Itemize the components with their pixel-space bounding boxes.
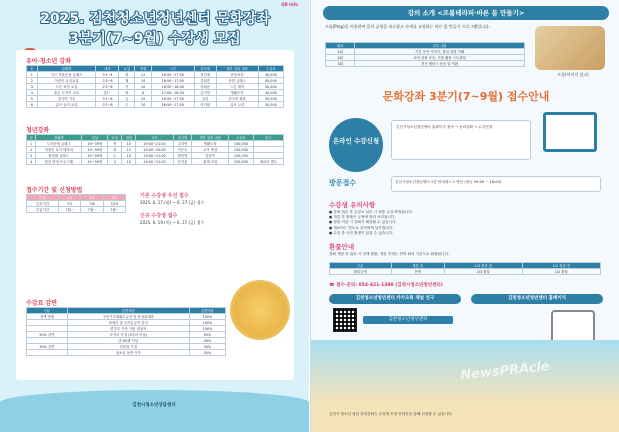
notice-new-title: 신규 수강생 접수 — [140, 213, 178, 219]
youth-cell: 2 — [27, 78, 38, 84]
youth-cell: 16:50~17:50 — [151, 96, 194, 102]
adult-cell: 재료비 별도 — [253, 159, 283, 165]
adult-cell: 관계 코칭 — [192, 159, 228, 165]
adult-cell: 금 — [108, 159, 122, 165]
contact-text: ☎ 접수·문의: 054-421-1388 (김천시청소년청년센터) — [329, 283, 443, 288]
prop-table — [325, 42, 525, 67]
youth-cell: 중국어 기초 — [37, 96, 96, 102]
intro-text: 프롭(Prop)을 이용하여 몸의 균형을 바로잡고 자세를 교정하는 바른 몸 만들기 프로그램입니다. — [325, 24, 491, 29]
youth-cell: 17:00~18:30 — [151, 90, 194, 96]
adult-cell: 19~39세 — [82, 159, 108, 165]
youth-cell: 초3~6 — [96, 78, 119, 84]
schedule-row — [27, 207, 126, 213]
benefit-table — [26, 307, 226, 356]
youth-cell: 8 — [135, 90, 151, 96]
youth-cell: 10 — [135, 78, 151, 84]
benefit-cell: 다자녀 가정 (3자녀 이상) — [67, 332, 189, 338]
youth-cell: 초1~6 — [96, 96, 119, 102]
adult-cell: 문지윤 — [173, 159, 192, 165]
adult-header-cell: 강좌명 — [36, 135, 82, 141]
apply-title: 문화강좌 3분기(7~9월) 접수안내 — [382, 90, 550, 103]
adult-cell: 19:00~21:00 — [136, 141, 173, 147]
prop-cell: 코어 강화 운동, 프롭 활용 스트레칭 — [355, 55, 525, 61]
youth-cell: 16:50~17:50 — [151, 78, 194, 84]
refund-cell: 2/3 환불 — [444, 269, 522, 275]
benefit-cell — [27, 350, 68, 356]
benefit-header-cell: 감면대상 — [67, 308, 189, 314]
youth-cell: 중1~ — [96, 90, 119, 96]
refund-header-cell: 구분 — [330, 263, 392, 269]
refund-header-cell: 1/3 경과 전 — [444, 263, 522, 269]
youth-cell: 큐브 교실 — [216, 102, 258, 108]
adult-header-cell: 시간 — [136, 135, 173, 141]
adult-header-cell: 세부 강의 내용 — [192, 135, 228, 141]
benefit-header-cell: 감면비율 — [189, 308, 225, 314]
refund-header-cell: 개강 전 — [391, 263, 444, 269]
notice-new — [140, 212, 280, 226]
adult-cell: 19:00~20:00 — [136, 147, 173, 153]
notice-title: 수강생 유의사항 — [329, 201, 376, 209]
youth-cell: 30,000 — [258, 96, 283, 102]
benefit-cell: 50% 감면 — [27, 332, 68, 338]
page-title: 2025. 김천청소년청년센터 문화강좌 — [40, 11, 270, 27]
benefit-cell: 30% 감면 — [27, 344, 68, 350]
adult-cell: 생활도자 — [192, 141, 228, 147]
prop-caption: 프롭(이미지 참고) — [557, 72, 589, 77]
notice-existing-date: 2025. 6. 17.(화) ~ 6. 27.(금) 접수 — [140, 200, 205, 205]
youth-cell: 30,000 — [258, 72, 283, 78]
youth-cell: 16:50~18:00 — [151, 84, 194, 90]
prop-header-cell: 회차 — [326, 43, 355, 49]
youth-header-cell: 시간 — [151, 66, 194, 72]
benefit-cell: 장애인 및 국가유공자 본인 — [67, 320, 189, 326]
youth-cell: 키즈 자율운동 클래스 — [37, 72, 96, 78]
channel-label: 김천청소년청년센터 — [363, 316, 453, 324]
youth-cell: 초1~4 — [96, 72, 119, 78]
notice-item: ● 개강 후 환불은 규정에 따라 처리됩니다. — [329, 215, 396, 220]
adult-section-title: 청년강좌 — [26, 127, 50, 134]
adult-cell: 19:00~21:00 — [136, 159, 173, 165]
schedule-cell: 7/8 — [81, 201, 103, 207]
adult-cell: 4 — [27, 159, 36, 165]
adult-cell: 19~39세 — [82, 153, 108, 159]
kakao-channel-button[interactable]: 김천청소년청년센터 카카오톡 채널 친구 — [329, 294, 461, 304]
homepage-button[interactable]: 김천청소년청년센터 홈페이지 — [471, 294, 603, 304]
online-apply-circle: 온라인 수강신청 — [329, 118, 383, 172]
schedule-table — [26, 194, 126, 213]
youth-cell: 수 — [119, 102, 135, 108]
adult-header-cell: 수강료 — [228, 135, 253, 141]
refund-cell: 1/2 환불 — [522, 269, 600, 275]
beach-decoration — [311, 340, 619, 432]
adult-cell: 이은숙 — [173, 147, 192, 153]
benefit-cell: 30% — [189, 344, 225, 350]
youth-header-cell: 강좌명 — [37, 66, 96, 72]
youth-cell: 강태준 — [194, 84, 216, 90]
adult-cell: 19:00~21:00 — [136, 153, 173, 159]
youth-cell: 운동코칭 — [216, 72, 258, 78]
adult-table — [26, 134, 284, 165]
youth-cell: 화 — [119, 90, 135, 96]
youth-cell: 금 — [119, 96, 135, 102]
adult-header-cell: 정원 — [122, 135, 136, 141]
adult-cell: 150,000 — [228, 159, 253, 165]
benefit-cell: 청소년 동반 가족 — [67, 350, 189, 356]
adult-cell: 10 — [122, 153, 136, 159]
adult-cell: 화 — [108, 147, 122, 153]
adult-cell: 19~39세 — [82, 141, 108, 147]
youth-cell: 5 — [27, 96, 38, 102]
schedule-header-cell: 구분 — [27, 195, 59, 201]
badge: QR Info — [281, 2, 298, 7]
youth-cell: 초3~6 — [96, 84, 119, 90]
youth-cell: 초1~6 — [96, 102, 119, 108]
prop-cell: 3회 — [326, 61, 355, 67]
adult-header-cell: 대상 — [82, 135, 108, 141]
youth-cell: 10 — [135, 84, 151, 90]
notice-item: ● 수업 중 사진 촬영이 있을 수 있습니다. — [329, 230, 394, 235]
youth-cell: 드론 코딩 교실 — [37, 84, 96, 90]
youth-cell: 4 — [27, 90, 38, 96]
youth-cell: 드론 제작 — [216, 84, 258, 90]
prop-header-cell: 강의 내용 — [355, 43, 525, 49]
prop-cell: 1회 — [326, 49, 355, 55]
shell-decoration — [230, 280, 290, 340]
adult-cell: 도자공예 클래스 — [36, 141, 82, 147]
kakao-qr-code[interactable] — [333, 308, 357, 332]
computer-icon — [543, 112, 597, 152]
refund-title: 환불안내 — [329, 243, 355, 251]
adult-header-cell: 순 — [27, 135, 36, 141]
youth-cell: 6 — [27, 102, 38, 108]
youth-cell: 1 — [27, 72, 38, 78]
youth-cell: 정건재 — [194, 72, 216, 78]
visit-apply-label: 방문접수 — [329, 179, 357, 187]
adult-cell: 19~39세 — [82, 147, 108, 153]
youth-cell: 12 — [135, 72, 151, 78]
schedule-cell: 7/1 — [58, 201, 80, 207]
youth-header-cell: 정원 — [135, 66, 151, 72]
benefit-cell: 50% — [189, 332, 225, 338]
schedule-header-cell: 3차 — [103, 195, 125, 201]
adult-cell: 150,000 — [228, 153, 253, 159]
youth-table — [26, 65, 284, 108]
prop-cell: 전신 밸런스 운동 및 이완 — [355, 61, 525, 67]
prop-cell: 기본 동작 익히기, 몸의 정렬 이해 — [355, 49, 525, 55]
youth-cell: 30,000 — [258, 90, 283, 96]
schedule-cell: 7월~ — [103, 207, 125, 213]
youth-cell: 김희진 — [194, 78, 216, 84]
youth-header-cell: 수강료 — [258, 66, 283, 72]
refund-cell: 환불금액 — [330, 269, 392, 275]
adult-header-cell: 비고 — [253, 135, 283, 141]
youth-section-title: 유아·청소년 강좌 — [26, 58, 71, 65]
benefit-cell: 만 65세 이상 — [67, 338, 189, 344]
refund-text: 강좌 개강 전 취소 시 전액 환불, 개강 후에는 잔여 회차 기준으로 환불됩니다. — [329, 252, 450, 256]
schedule-cell: 7월~ — [81, 207, 103, 213]
footer-logo: 김천시청소년상담센터 — [132, 403, 176, 408]
schedule-cell: 7/15 — [103, 201, 125, 207]
schedule-cell: 7월~ — [58, 207, 80, 213]
prop-image — [535, 26, 605, 70]
youth-cell: 10 — [135, 102, 151, 108]
adult-header-cell: 강사명 — [173, 135, 192, 141]
benefit-cell: 100% — [189, 314, 225, 320]
youth-cell: 어린이 요리교실 — [37, 78, 96, 84]
youth-header-cell: 순 — [27, 66, 38, 72]
youth-cell: 이지원 — [194, 102, 216, 108]
watermark: NewsPRAcle — [459, 359, 551, 384]
youth-cell: 화 — [119, 72, 135, 78]
youth-cell: 50,000 — [258, 84, 283, 90]
adult-cell: 꽃꽂이 — [192, 153, 228, 159]
adult-cell: 직장인 요가 테라피 — [36, 147, 82, 153]
benefit-header-cell: 구분 — [27, 308, 68, 314]
youth-cell: 유린 — [194, 96, 216, 102]
schedule-cell: 수업기간 — [27, 207, 59, 213]
intro-band-title: 강의 소개 <프롭테라피·바른 몸 만들기> — [323, 6, 609, 20]
youth-header-cell: 세부 강의 내용 — [216, 66, 258, 72]
adult-cell: 150,000 — [228, 141, 253, 147]
benefit-cell: 100% — [189, 320, 225, 326]
visit-apply-card — [391, 176, 601, 192]
benefit-cell: 한부모 가족 지원 대상자 — [67, 326, 189, 332]
adult-cell: 청년 연애 프로그램 — [36, 159, 82, 165]
youth-cell: 목 — [119, 84, 135, 90]
adult-cell: 김지연 — [173, 141, 192, 147]
prop-cell: 2회 — [326, 55, 355, 61]
adult-header-cell: 요일 — [108, 135, 122, 141]
youth-cell: 45,000 — [258, 78, 283, 84]
notice-item: ● 강좌 접수 후 수강료 납부 시 최종 수강 확정됩니다. — [329, 210, 413, 214]
benefit-cell: 30% — [189, 350, 225, 356]
youth-cell: 16:50~17:50 — [151, 102, 194, 108]
youth-header-cell: 요일 — [119, 66, 135, 72]
youth-cell: 흙손 도자기 교실 — [37, 90, 96, 96]
adult-cell: 장민영 — [173, 153, 192, 159]
notice-list — [329, 210, 529, 236]
refund-cell: 전액 — [391, 269, 444, 275]
youth-cell: 쿠킹 클래스 — [216, 78, 258, 84]
benefit-row — [27, 350, 226, 356]
online-apply-card — [391, 120, 531, 160]
benefit-cell: 국민기초생활수급자 및 차상위계층 — [67, 314, 189, 320]
refund-table — [329, 262, 601, 275]
youth-cell: 중국어 회화 — [216, 96, 258, 102]
youth-cell: 생활도자 — [216, 90, 258, 96]
refund-row — [330, 269, 601, 275]
notice-new-date: 2025. 6. 19.(목) ~ 6. 27.(금) 접수 — [140, 220, 205, 225]
adult-cell: 수 — [108, 153, 122, 159]
benefit-cell: 다문화 가정 — [67, 344, 189, 350]
youth-cell: 10 — [135, 96, 151, 102]
benefit-cell: 100% — [189, 326, 225, 332]
schedule-section-title: 접수기간 및 신청방법 — [26, 187, 83, 194]
schedule-header-cell: 1차 — [58, 195, 80, 201]
notice-existing — [140, 192, 280, 206]
benefit-cell: 전액 면제 — [27, 314, 68, 320]
page-subtitle: 3분기(7~9월) 수강생 모집 — [69, 31, 241, 47]
youth-cell: 3 — [27, 84, 38, 90]
prop-row — [326, 61, 525, 67]
adult-cell: 10 — [122, 159, 136, 165]
adult-cell: 3 — [27, 153, 36, 159]
refund-header-cell: 1/2 경과 전 — [522, 263, 600, 269]
youth-header-cell: 강사명 — [194, 66, 216, 72]
notice-item: ● 재료비는 별도로 강사에게 납부합니다. — [329, 225, 394, 230]
adult-cell: 1 — [27, 141, 36, 147]
adult-cell: 10 — [122, 141, 136, 147]
left-page — [0, 0, 309, 432]
notice-existing-title: 기존 수강생 우선 접수 — [140, 193, 189, 199]
visit-apply-text: 김천시청소년청년센터 1층 안내데스크 방문 (평일 09:00 ~ 18:00) — [395, 180, 502, 184]
youth-cell: 큐브 놀이 교실 — [37, 102, 96, 108]
youth-cell: 김지연 — [194, 90, 216, 96]
schedule-cell: 등록기간 — [27, 201, 59, 207]
adult-cell: 12 — [122, 147, 136, 153]
adult-row — [27, 159, 284, 165]
youth-cell: 월 — [119, 78, 135, 84]
benefit-section-title: 수강료 감면 — [26, 300, 58, 307]
online-apply-text: 김천시청소년청년센터 홈페이지 접속 → 문화강좌 → 수강신청 — [396, 125, 493, 129]
adult-cell: 목 — [108, 141, 122, 147]
bottom-text: 김천시 청소년 청년 문화강좌는 수강생 모집 안내문을 통해 신청할 수 있습니다. — [329, 412, 453, 416]
benefit-cell: 50% — [189, 338, 225, 344]
notice-item: ● 정원 미달 시 강좌가 폐강될 수 있습니다. — [329, 220, 397, 225]
youth-row — [27, 102, 284, 108]
adult-cell: 요가 명상 — [192, 147, 228, 153]
adult-cell: 2 — [27, 147, 36, 153]
youth-cell: 16:50~17:50 — [151, 72, 194, 78]
youth-header-cell: 대상 — [96, 66, 119, 72]
adult-cell: 150,000 — [228, 147, 253, 153]
youth-cell: 30,000 — [258, 102, 283, 108]
adult-cell: 플라워 클래스 — [36, 153, 82, 159]
schedule-header-cell: 2차 — [81, 195, 103, 201]
